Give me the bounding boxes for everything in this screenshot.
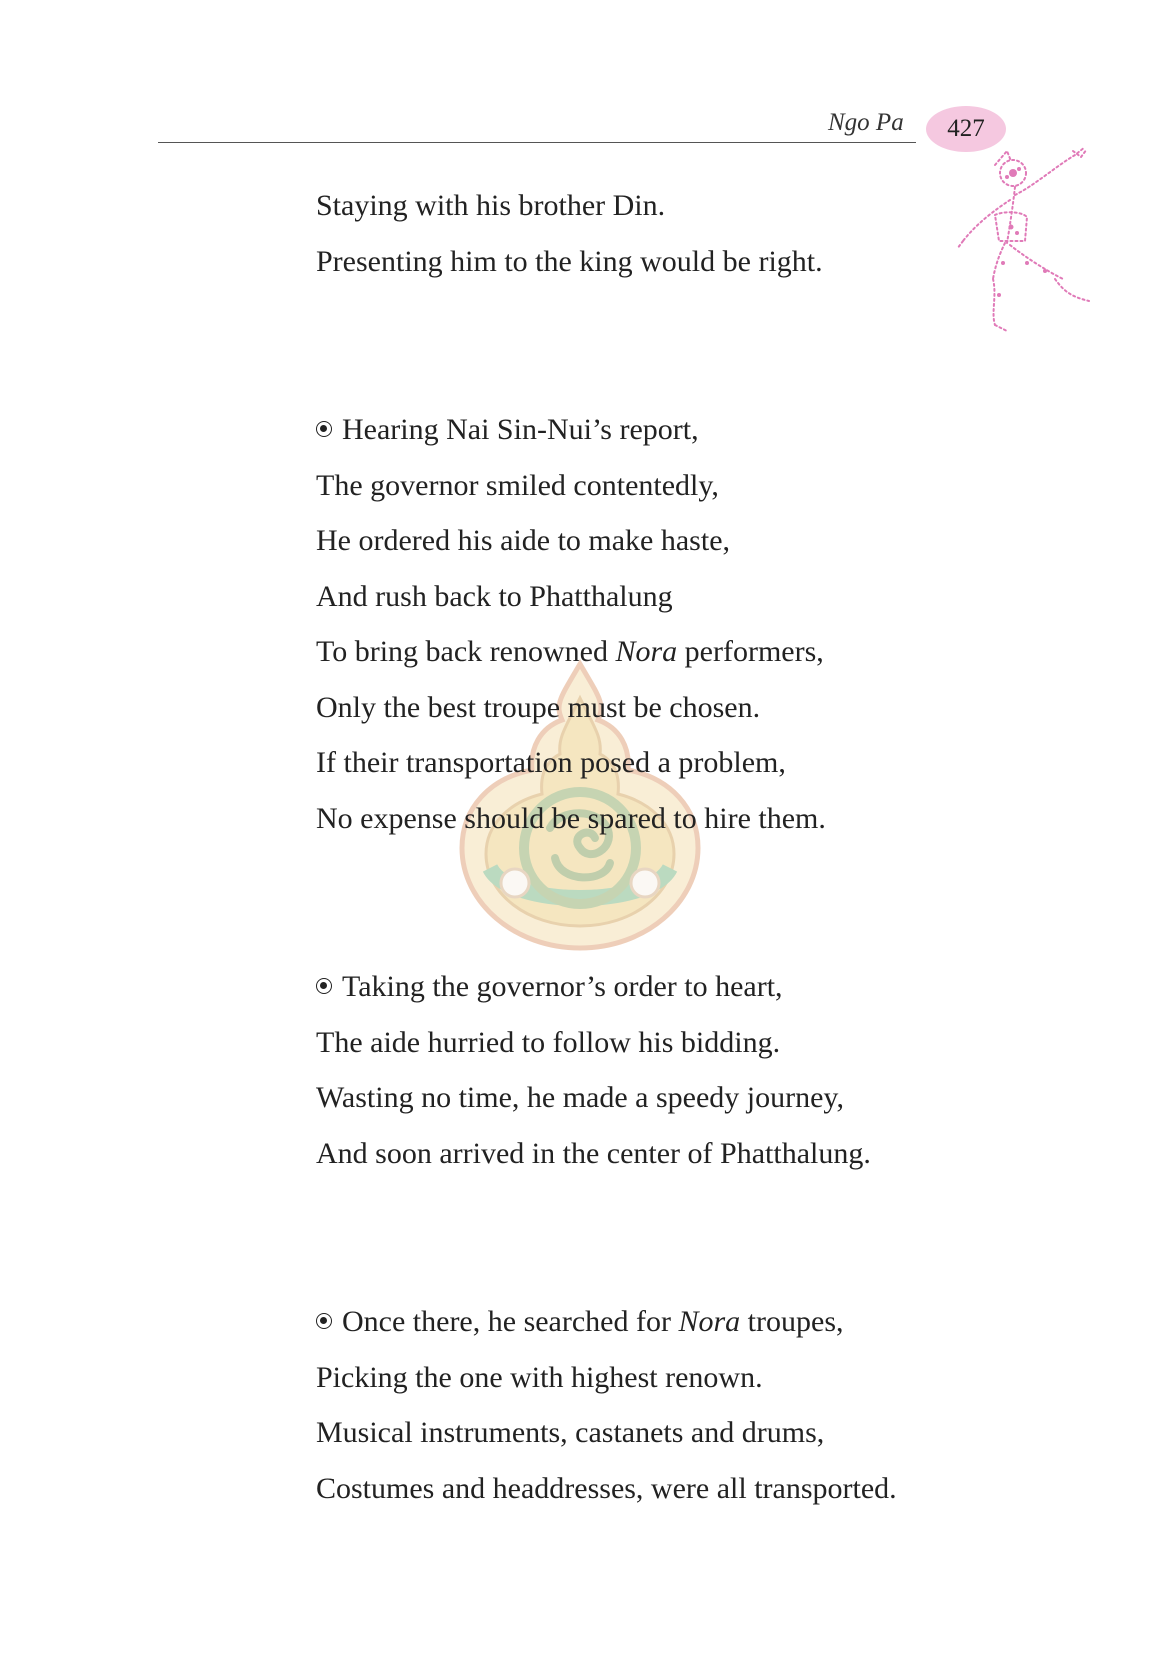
verse-line: Wasting no time, he made a speedy journey, [316,1081,844,1114]
verse-line-text: Taking the governor’s order to heart, [342,970,783,1003]
verse-line: Costumes and headdresses, were all transported. [316,1471,897,1505]
stanza-4 [316,1294,1136,1516]
stanza-3 [316,959,1136,1181]
verse-line: Presenting him to the king would be right. [316,244,823,278]
stanza-2 [316,402,1136,846]
stanza-1 [316,178,1136,289]
verse-line: Picking the one with highest renown. [316,1360,763,1394]
verse-line: No expense should be spared to hire them. [316,801,826,835]
verse-line [316,1294,1136,1350]
verse-text-italic: Nora [615,635,678,668]
verse-line [316,402,1136,458]
verse-line [316,959,1136,1015]
verse-text-before: Once there, he searched for [342,1305,679,1338]
verse-line: Staying with his brother Din. [316,189,666,222]
verse-line: He ordered his aide to make haste, [316,524,731,557]
verse-text-italic: Nora [678,1305,741,1338]
poem-body [316,178,1136,1629]
verse-line-text: Hearing Nai Sin-Nui’s report, [342,413,699,446]
verse-text-after: troupes, [740,1305,844,1338]
fisheye-bullet-icon [316,421,332,437]
fisheye-bullet-icon [316,978,332,994]
running-head: Ngo Pa [828,109,904,136]
verse-line: Musical instruments, castanets and drums, [316,1416,825,1449]
verse-line: And rush back to Phatthalung [316,579,673,613]
verse-line: The governor smiled contentedly, [316,468,719,502]
verse-line: The aide hurried to follow his bidding. [316,1025,781,1059]
fisheye-bullet-icon [316,1313,332,1329]
verse-line: Only the best troupe must be chosen. [316,690,761,724]
verse-text-before: To bring back renowned [316,635,616,668]
verse-line: If their transportation posed a problem, [316,746,786,779]
verse-line: And soon arrived in the center of Phatthalung. [316,1136,871,1170]
verse-text-after: performers, [677,635,824,668]
header-rule [158,142,916,143]
verse-line [316,624,1136,680]
page-number: 427 [947,115,985,142]
